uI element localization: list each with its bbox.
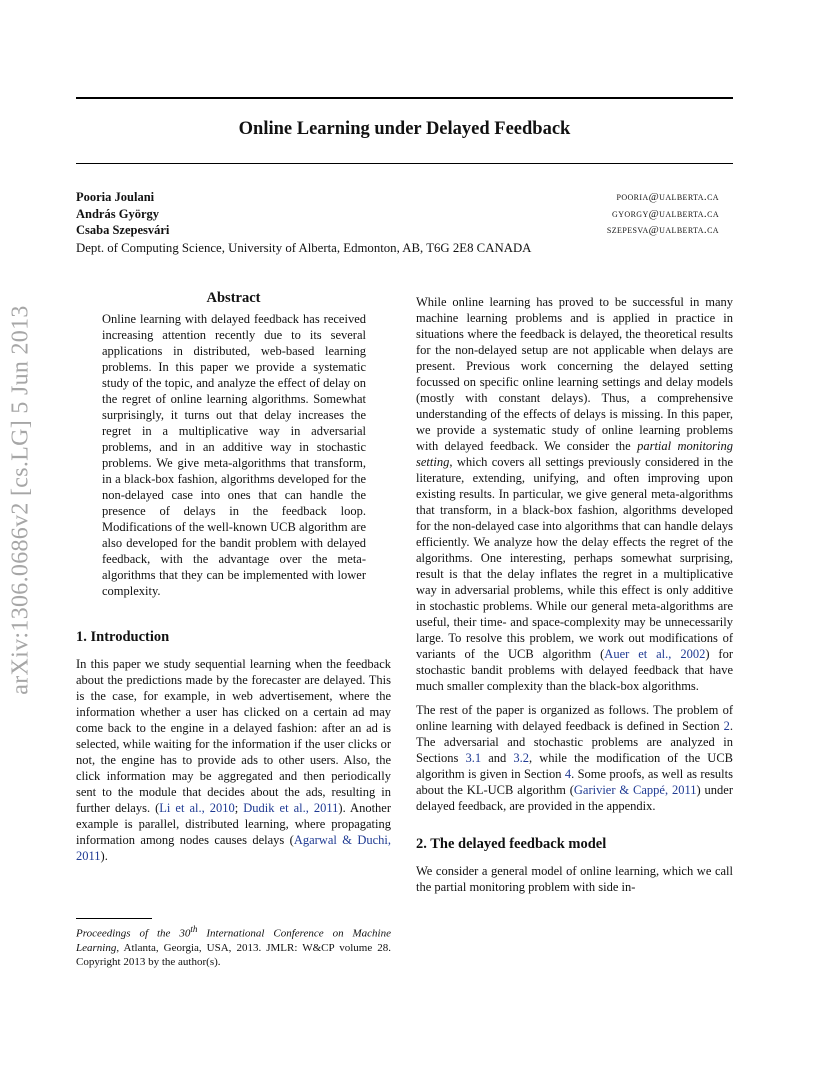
text-run: ). (100, 849, 108, 863)
text-run: . The adversarial and stochastic problems are analyzed in Sections (416, 719, 733, 765)
top-rule (76, 97, 733, 99)
abstract-heading: Abstract (206, 290, 261, 306)
citation-link[interactable]: Dudik et al., 2011 (243, 801, 339, 815)
text-run: partial monitoring setting (416, 439, 734, 469)
author-line (76, 190, 719, 207)
right-column (416, 294, 733, 895)
text-run: ) for stochastic bandit problems with delayed feedback that have much smaller complexity than the black-box algorithms. (416, 647, 733, 693)
text-run: ; (234, 801, 244, 815)
text-run: . Some proofs, as well as results about the KL-UCB algorithm ( (416, 767, 733, 797)
section-ref-link[interactable]: 3.2 (513, 751, 529, 765)
author-name: Pooria Joulani (76, 190, 155, 204)
section-ref-link[interactable]: 2 (723, 719, 730, 733)
author-line (76, 223, 719, 240)
left-column (76, 290, 391, 864)
author-name: András György (76, 207, 159, 221)
arxiv-stamp-text: arXiv:1306.0686v2 [cs.LG] 5 Jun 2013 (7, 305, 34, 695)
section-ref-link[interactable]: 3.1 (465, 751, 482, 765)
text-run: International Conference on Machine Learning (76, 927, 391, 954)
section-heading-delayed-feedback-model: 2. The delayed feedback model (416, 836, 607, 852)
footnote-rule (76, 918, 152, 919)
affiliation: Dept. of Computing Science, University of Alberta, Edmonton, AB, T6G 2E8 CANADA (76, 241, 532, 255)
citation-link[interactable]: Li et al., 2010 (159, 801, 235, 815)
section-heading-introduction: 1. Introduction (76, 629, 170, 645)
author-email[interactable]: gyorgy@ualberta.ca (612, 208, 719, 220)
text-run: ) under delayed feedback, are provided in the appendix. (416, 783, 734, 813)
text-run: In this paper we study sequential learning when the feedback about the predictions made by the forecaster are delayed. This is the case, for example, in web advertisement, where the information whether a user has clicked on a certain ad may come back to the engine in a delayed fashion: after an ad is selected, while waiting for the information if the user clicks or not, the engine has to provide ads to other users. Also, the click information may be aggregated and then periodically sent to the module that decides about the ads, resulting in further delays. ( (76, 657, 391, 815)
arxiv-stamp[interactable] (2, 275, 40, 725)
text-run: While online learning has proved to be successful in many machine learning problems and is applied in practice in situations where the feedback is delayed, the theoretical results for the non-delayed setup are not applicable when delays are present. Previous work concerning the delayed setting focussed on specific online learning settings and delay models (mostly with constant delays). Thus, a comprehensive understanding of the effects of delays is missing. In this paper, we provide a systematic study of online learning problems with delayed feedback. We consider the (416, 295, 733, 453)
citation-link[interactable]: Agarwal & Duchi, 2011 (76, 833, 391, 863)
author-name: Csaba Szepesvári (76, 223, 170, 237)
abstract-text: Online learning with delayed feedback has received increasing attention recently due to its several applications in distributed, web-based learning problems. In this paper we provide a systematic study of the topic, and analyze the effect of delay on the regret of online learning algorithms. Somewhat surprisingly, it turns out that delay increases the regret in a multiplicative way in adversarial problems, and in an additive way in stochastic problems. We give meta-algorithms that transform, in a black-box fashion, algorithms developed for the non-delayed case into ones that can handle the presence of delays in the feedback loop. Modifications of the well-known UCB algorithm are also developed for the bandit problem with delayed feedback, with the advantage over the meta-algorithms that they can be implemented with lower complexity. (102, 312, 366, 598)
text-run: The rest of the paper is organized as follows. The problem of online learning with delayed feedback is defined in Section (416, 703, 733, 733)
text-run: th (190, 924, 198, 934)
text-run: , Atlanta, Georgia, USA, 2013. JMLR: W&CP volume 28. Copyright 2013 by the author(s). (76, 941, 391, 968)
text-run: Proceedings of the 30 (76, 927, 191, 940)
title-rule (76, 163, 733, 164)
text-run: , which covers all settings previously considered in the literature, extending, unifying, and often improving upon existing results. In particular, we give general meta-algorithms that transform, in a black-box fashion, algorithms developed for the non-delayed case into algorithms that can handle delays efficiently. We analyze how the delay effects the regret of the algorithms. One interesting, perhaps somewhat surprising, result is that the delay inflates the regret in a multiplicative way in adversarial problems, while this effect is only additive in stochastic problems. While our general meta-algorithms are useful, their time- and space-complexity may be unnecessarily large. To resolve this problem, we work out modifications of variants of the UCB algorithm ( (416, 455, 733, 661)
intro-paragraph-3 (416, 702, 733, 814)
citation-link[interactable]: Garivier & Cappé, 2011 (573, 783, 697, 797)
section-ref-link[interactable]: 4 (564, 767, 572, 781)
footnote (76, 922, 391, 969)
citation-link[interactable]: Auer et al., 2002 (604, 647, 706, 661)
author-line (76, 207, 719, 224)
paper-title: Online Learning under Delayed Feedback (238, 119, 571, 139)
text-run: and (481, 751, 514, 765)
section2-paragraph-1: We consider a general model of online learning, which we call the partial monitoring problem with side in- (416, 864, 733, 894)
intro-paragraph-1 (76, 656, 391, 864)
intro-paragraph-2 (416, 294, 733, 694)
author-email[interactable]: pooria@ualberta.ca (616, 191, 719, 203)
text-run: ). Another example is parallel, distributed learning, where propagating information among nodes causes delays ( (76, 801, 392, 847)
text-run: , while the modification of the UCB algorithm is given in Section (416, 751, 733, 781)
author-email[interactable]: szepesva@ualberta.ca (606, 224, 719, 236)
